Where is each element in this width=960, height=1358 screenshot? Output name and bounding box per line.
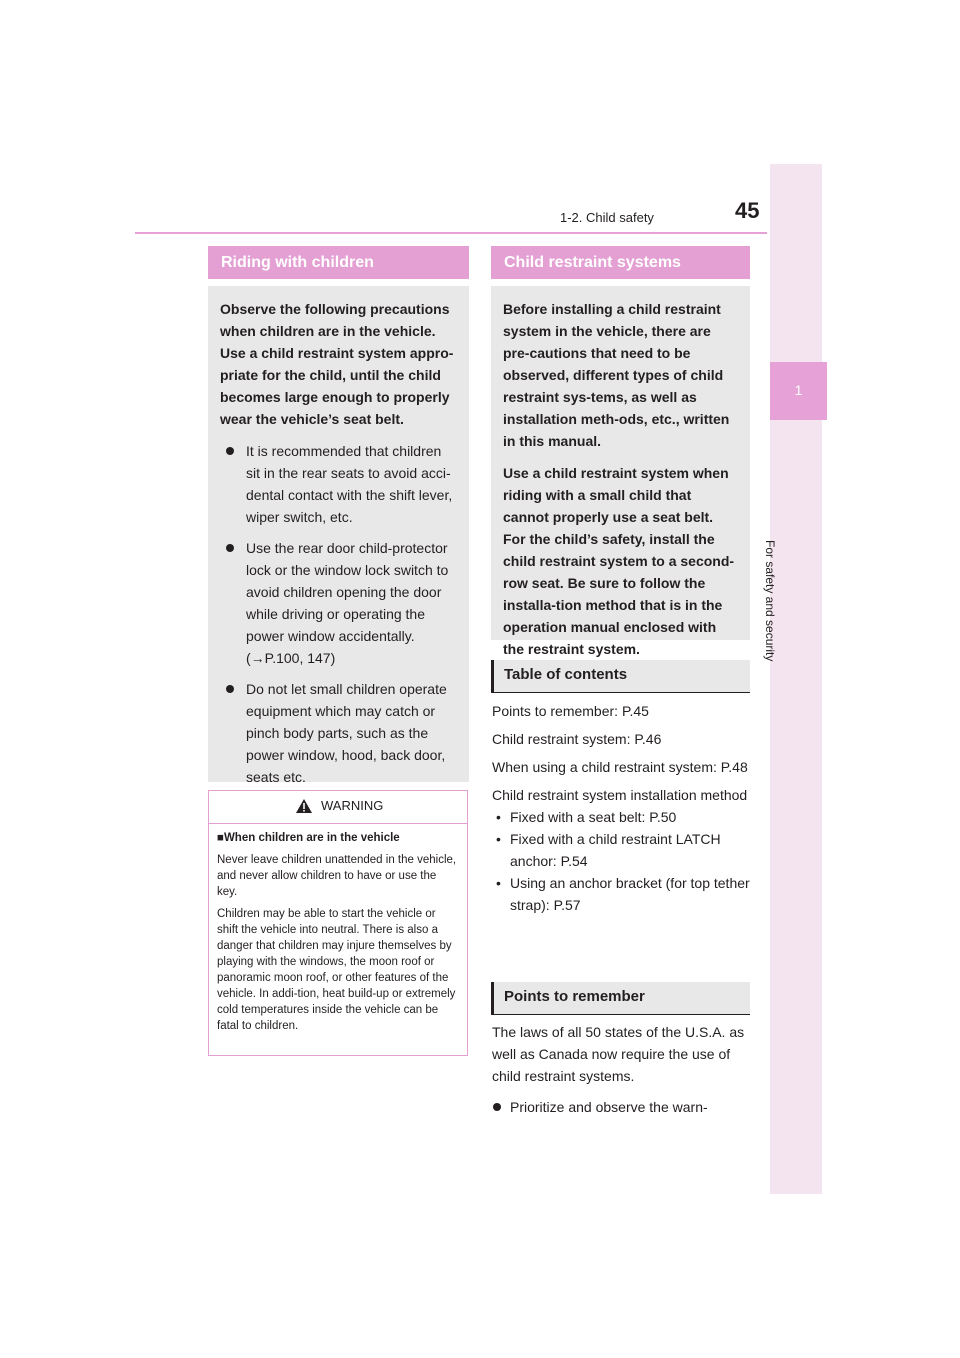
child-restraint-systems-header: Child restraint systems: [491, 246, 750, 279]
list-item[interactable]: [492, 828, 750, 872]
bullet-icon: •: [496, 875, 501, 891]
toc-subitem: Fixed with a seat belt: P.50: [510, 809, 677, 825]
list-item[interactable]: [492, 872, 750, 916]
section-title: 1-2. Child safety: [560, 210, 654, 225]
crs-paragraph: Use a child restraint system when riding with a small child that cannot properly use a seat belt. For the child’s safety, install the child restraint system to a second-row seat. Be sure to follow the installa-tion method that is in the operation manual enclosed with the restraint system.: [503, 465, 735, 657]
child-restraint-systems-box: [491, 286, 750, 657]
bullet-text: Do not let small children operate equipment which may catch or pinch body parts, such as the power window, hood, back door, seats etc.: [246, 681, 447, 785]
page-number: 45: [735, 198, 760, 223]
crs-paragraph: Before installing a child restraint system in the vehicle, there are pre-cautions that need to be observed, different types of child restraint sys-tems, as well as installation meth-ods, etc., written in this manual.: [503, 301, 730, 449]
list-item: [220, 440, 455, 528]
riding-with-children-header: Riding with children: [208, 246, 469, 279]
chapter-number: 1: [794, 382, 803, 398]
bullet-icon: •: [496, 809, 501, 825]
bullet-icon: [226, 544, 234, 552]
toc-link[interactable]: When using a child restraint system: P.48: [492, 759, 748, 775]
toc-link[interactable]: Child restraint system: P.46: [492, 731, 662, 747]
warning-triangle-icon: [295, 798, 313, 814]
bullet-icon: [226, 685, 234, 693]
bullet-icon: •: [496, 831, 501, 847]
riding-intro: Observe the following precautions when children are in the vehicle. Use a child restraint system appro-priate for the child, until the child becomes large enough to properly wear the vehicle’s seat belt.: [220, 301, 454, 427]
riding-with-children-box: [208, 286, 469, 785]
warning-header: [209, 791, 467, 824]
points-to-remember: [492, 1021, 750, 1127]
chapter-side-strip: [770, 164, 822, 1194]
bullet-icon: [226, 447, 234, 455]
warning-paragraph: Never leave children unattended in the vehicle, and never allow children to have or use the key.: [217, 854, 457, 898]
table-of-contents: [492, 700, 750, 916]
warning-subheading: ■When children are in the vehicle: [217, 832, 400, 844]
list-item: [220, 678, 455, 788]
toc-subitem: Fixed with a child restraint LATCH anchor: P.54: [510, 831, 721, 869]
warning-box: [208, 790, 468, 1056]
list-item: [492, 1096, 750, 1118]
bullet-text: Prioritize and observe the warn-: [510, 1099, 708, 1115]
list-item[interactable]: [492, 806, 750, 828]
header-rule: [135, 232, 767, 234]
toc-link[interactable]: Points to remember: P.45: [492, 703, 649, 719]
warning-body: [209, 824, 467, 1034]
bullet-icon: [493, 1103, 501, 1111]
chapter-title: For safety and security: [763, 540, 777, 662]
bullet-text: Use the rear door child-protector lock or the window lock switch to avoid children opening the door while driving or operating the power window accidentally. (→P.100, 147): [246, 540, 449, 666]
points-to-remember-header: Points to remember: [491, 982, 750, 1015]
bullet-text: It is recommended that children sit in the rear seats to avoid acci-dental contact with the shift lever, wiper switch, etc.: [246, 443, 453, 525]
list-item: [220, 537, 455, 669]
warning-title: WARNING: [321, 798, 384, 813]
toc-subitem: Using an anchor bracket (for top tether strap): P.57: [510, 875, 750, 913]
warning-paragraph: Children may be able to start the vehicle or shift the vehicle into neutral. There is also a danger that children may injure themselves by playing with the windows, the moon roof or panoramic moon roof, or other features of the vehicle. In addi-tion, heat build-up or extremely cold temperatures inside the vehicle can be fatal to children.: [217, 908, 456, 1032]
points-paragraph: The laws of all 50 states of the U.S.A. as well as Canada now require the use of child restraint systems.: [492, 1024, 745, 1084]
table-of-contents-header: Table of contents: [491, 660, 750, 693]
toc-line: Child restraint system installation method: [492, 787, 748, 803]
